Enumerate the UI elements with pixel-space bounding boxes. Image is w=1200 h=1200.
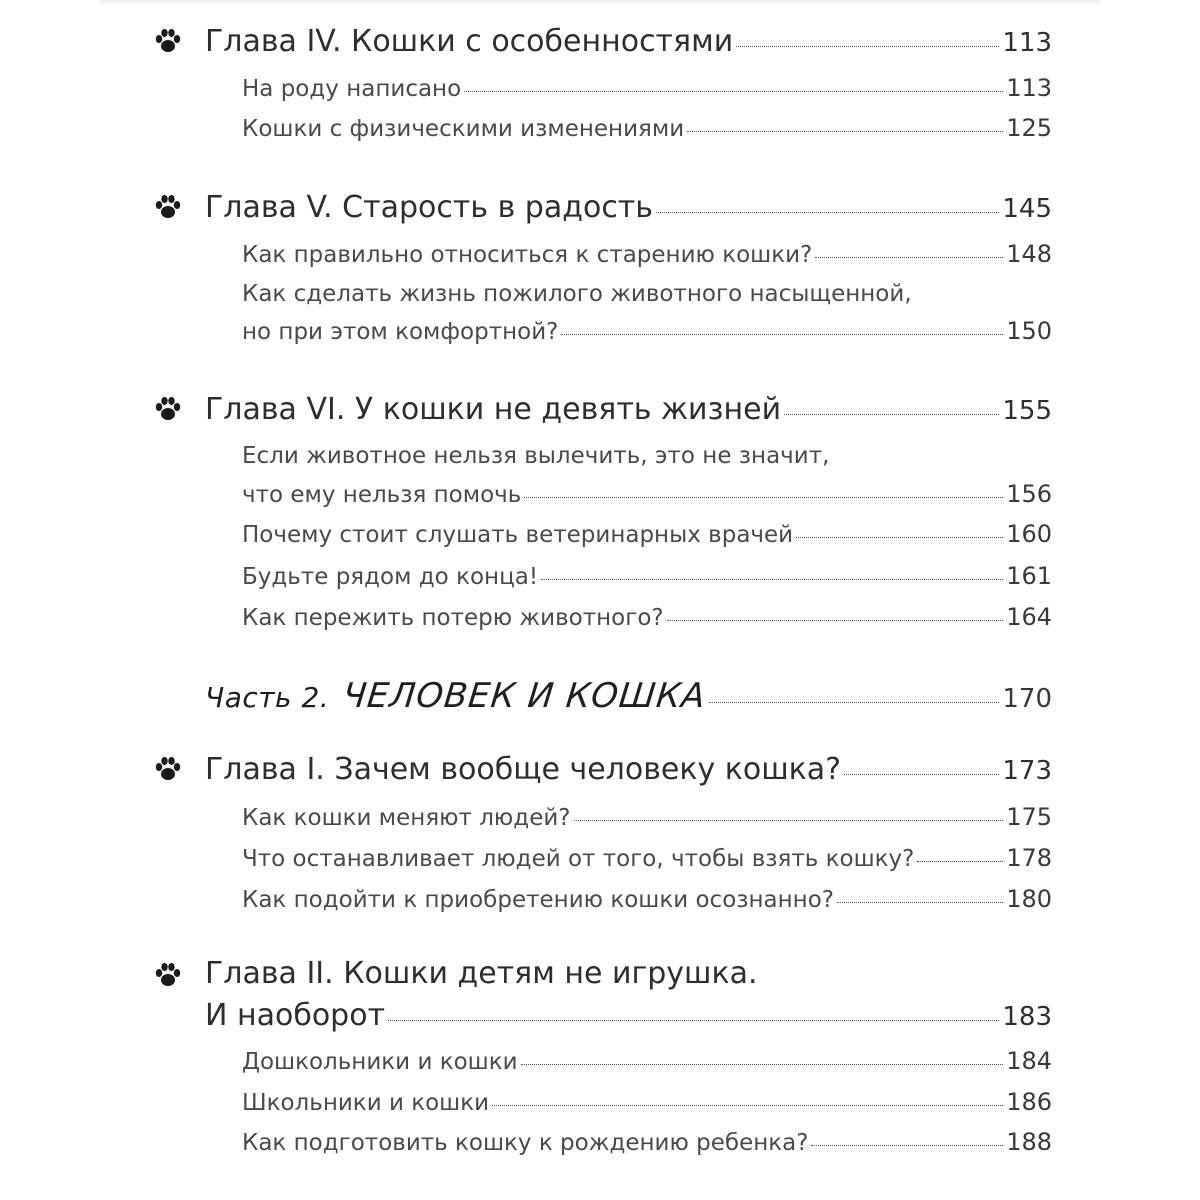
toc-section[interactable]	[242, 317, 1052, 345]
paw-print-icon	[154, 396, 182, 422]
page-number: 148	[1006, 240, 1052, 268]
page-number: 113	[1006, 74, 1052, 102]
toc-section[interactable]	[242, 1128, 1052, 1156]
chapter-title: Глава I. Зачем вообще человеку кошка?	[205, 752, 842, 787]
section-title: Как подойти к приобретению кошки осознанно?	[242, 887, 834, 913]
leader-dots	[844, 774, 999, 775]
section-title: Школьники и кошки	[242, 1090, 490, 1116]
leader-dots	[656, 212, 999, 213]
toc-section[interactable]	[242, 74, 1052, 102]
section-title-line1: Если животное нельзя вылечить, это не значит,	[242, 443, 830, 469]
leader-dots	[917, 861, 1003, 862]
page-number: 188	[1006, 1128, 1052, 1156]
chapter-title: И наоборот	[205, 998, 386, 1033]
section-title: Почему стоит слушать ветеринарных врачей	[242, 522, 794, 548]
toc-section[interactable]	[242, 114, 1052, 142]
paw-print-icon	[154, 756, 182, 782]
chapter-title: Глава IV. Кошки с особенностями	[205, 24, 734, 59]
toc-chapter-4[interactable]	[205, 24, 1052, 59]
page-number: 184	[1006, 1047, 1052, 1075]
page-number: 113	[1002, 28, 1052, 58]
leader-dots	[709, 702, 999, 703]
chapter-title: Глава VI. У кошки не девять жизней	[205, 392, 782, 427]
leader-dots	[521, 1064, 1004, 1065]
section-title: На роду написано	[242, 76, 462, 102]
page-number: 180	[1006, 885, 1052, 913]
toc-section[interactable]	[242, 562, 1052, 590]
section-title: Будьте рядом до конца!	[242, 564, 539, 590]
page-number: 164	[1006, 603, 1052, 631]
page-number: 125	[1006, 114, 1052, 142]
page-number: 150	[1006, 317, 1052, 345]
toc-section[interactable]	[242, 1088, 1052, 1116]
toc-chapter-6[interactable]	[205, 392, 1052, 427]
leader-dots	[736, 46, 999, 47]
section-title: Как подготовить кошку к рождению ребенка?	[242, 1130, 809, 1156]
page-number: 175	[1006, 803, 1052, 831]
leader-dots	[541, 579, 1003, 580]
leader-dots	[784, 414, 999, 415]
leader-dots	[574, 820, 1004, 821]
leader-dots	[492, 1105, 1003, 1106]
toc-part2-chapter-2[interactable]	[205, 998, 1052, 1033]
section-title: Что останавливает людей от того, чтобы взять кошку?	[242, 846, 915, 872]
leader-dots	[561, 334, 1003, 335]
toc-section[interactable]	[242, 803, 1052, 831]
leader-dots	[388, 1020, 999, 1021]
leader-dots	[464, 91, 1003, 92]
part-label: Часть 2.	[205, 681, 330, 714]
paw-print-icon	[154, 962, 182, 988]
section-title: но при этом комфортной?	[242, 319, 559, 345]
section-title: Кошки с физическими изменениями	[242, 116, 685, 142]
part-title: ЧЕЛОВЕК И КОШКА	[341, 676, 709, 716]
page-number: 156	[1006, 480, 1052, 508]
toc-section[interactable]	[242, 844, 1052, 872]
leader-dots	[837, 902, 1003, 903]
paw-print-icon	[154, 194, 182, 220]
page-number: 145	[1002, 194, 1052, 224]
toc-section[interactable]	[242, 603, 1052, 631]
toc-section[interactable]	[242, 885, 1052, 913]
toc-section[interactable]	[242, 1047, 1052, 1075]
toc-chapter-5[interactable]	[205, 190, 1052, 225]
toc-section[interactable]	[242, 520, 1052, 548]
section-title: Как правильно относиться к старению кошки?	[242, 242, 813, 268]
leader-dots	[811, 1145, 1003, 1146]
section-title-line1: Как сделать жизнь пожилого животного насыщенной,	[242, 281, 912, 307]
page-number: 178	[1006, 844, 1052, 872]
page-number: 173	[1002, 756, 1052, 786]
page-top-shadow	[100, 0, 1100, 6]
leader-dots	[796, 537, 1003, 538]
toc-section[interactable]	[242, 480, 1052, 508]
toc-section[interactable]	[242, 240, 1052, 268]
chapter-title-line1: Глава II. Кошки детям не игрушка.	[205, 956, 758, 991]
leader-dots	[687, 131, 1003, 132]
page-number: 155	[1002, 396, 1052, 426]
leader-dots	[667, 620, 1004, 621]
page-number: 183	[1002, 1002, 1052, 1032]
section-title: Как кошки меняют людей?	[242, 805, 571, 831]
page-number: 160	[1006, 520, 1052, 548]
section-title: Как пережить потерю животного?	[242, 605, 664, 631]
section-title: Дошкольники и кошки	[242, 1049, 518, 1075]
toc-part2-chapter-1[interactable]	[205, 752, 1052, 787]
paw-print-icon	[154, 28, 182, 54]
toc-part-2[interactable]	[205, 676, 1052, 716]
section-title: что ему нельзя помочь	[242, 482, 522, 508]
page-number: 161	[1006, 562, 1052, 590]
page-number: 186	[1006, 1088, 1052, 1116]
leader-dots	[815, 257, 1003, 258]
page-number: 170	[1002, 684, 1052, 714]
leader-dots	[524, 497, 1003, 498]
chapter-title: Глава V. Старость в радость	[205, 190, 653, 225]
